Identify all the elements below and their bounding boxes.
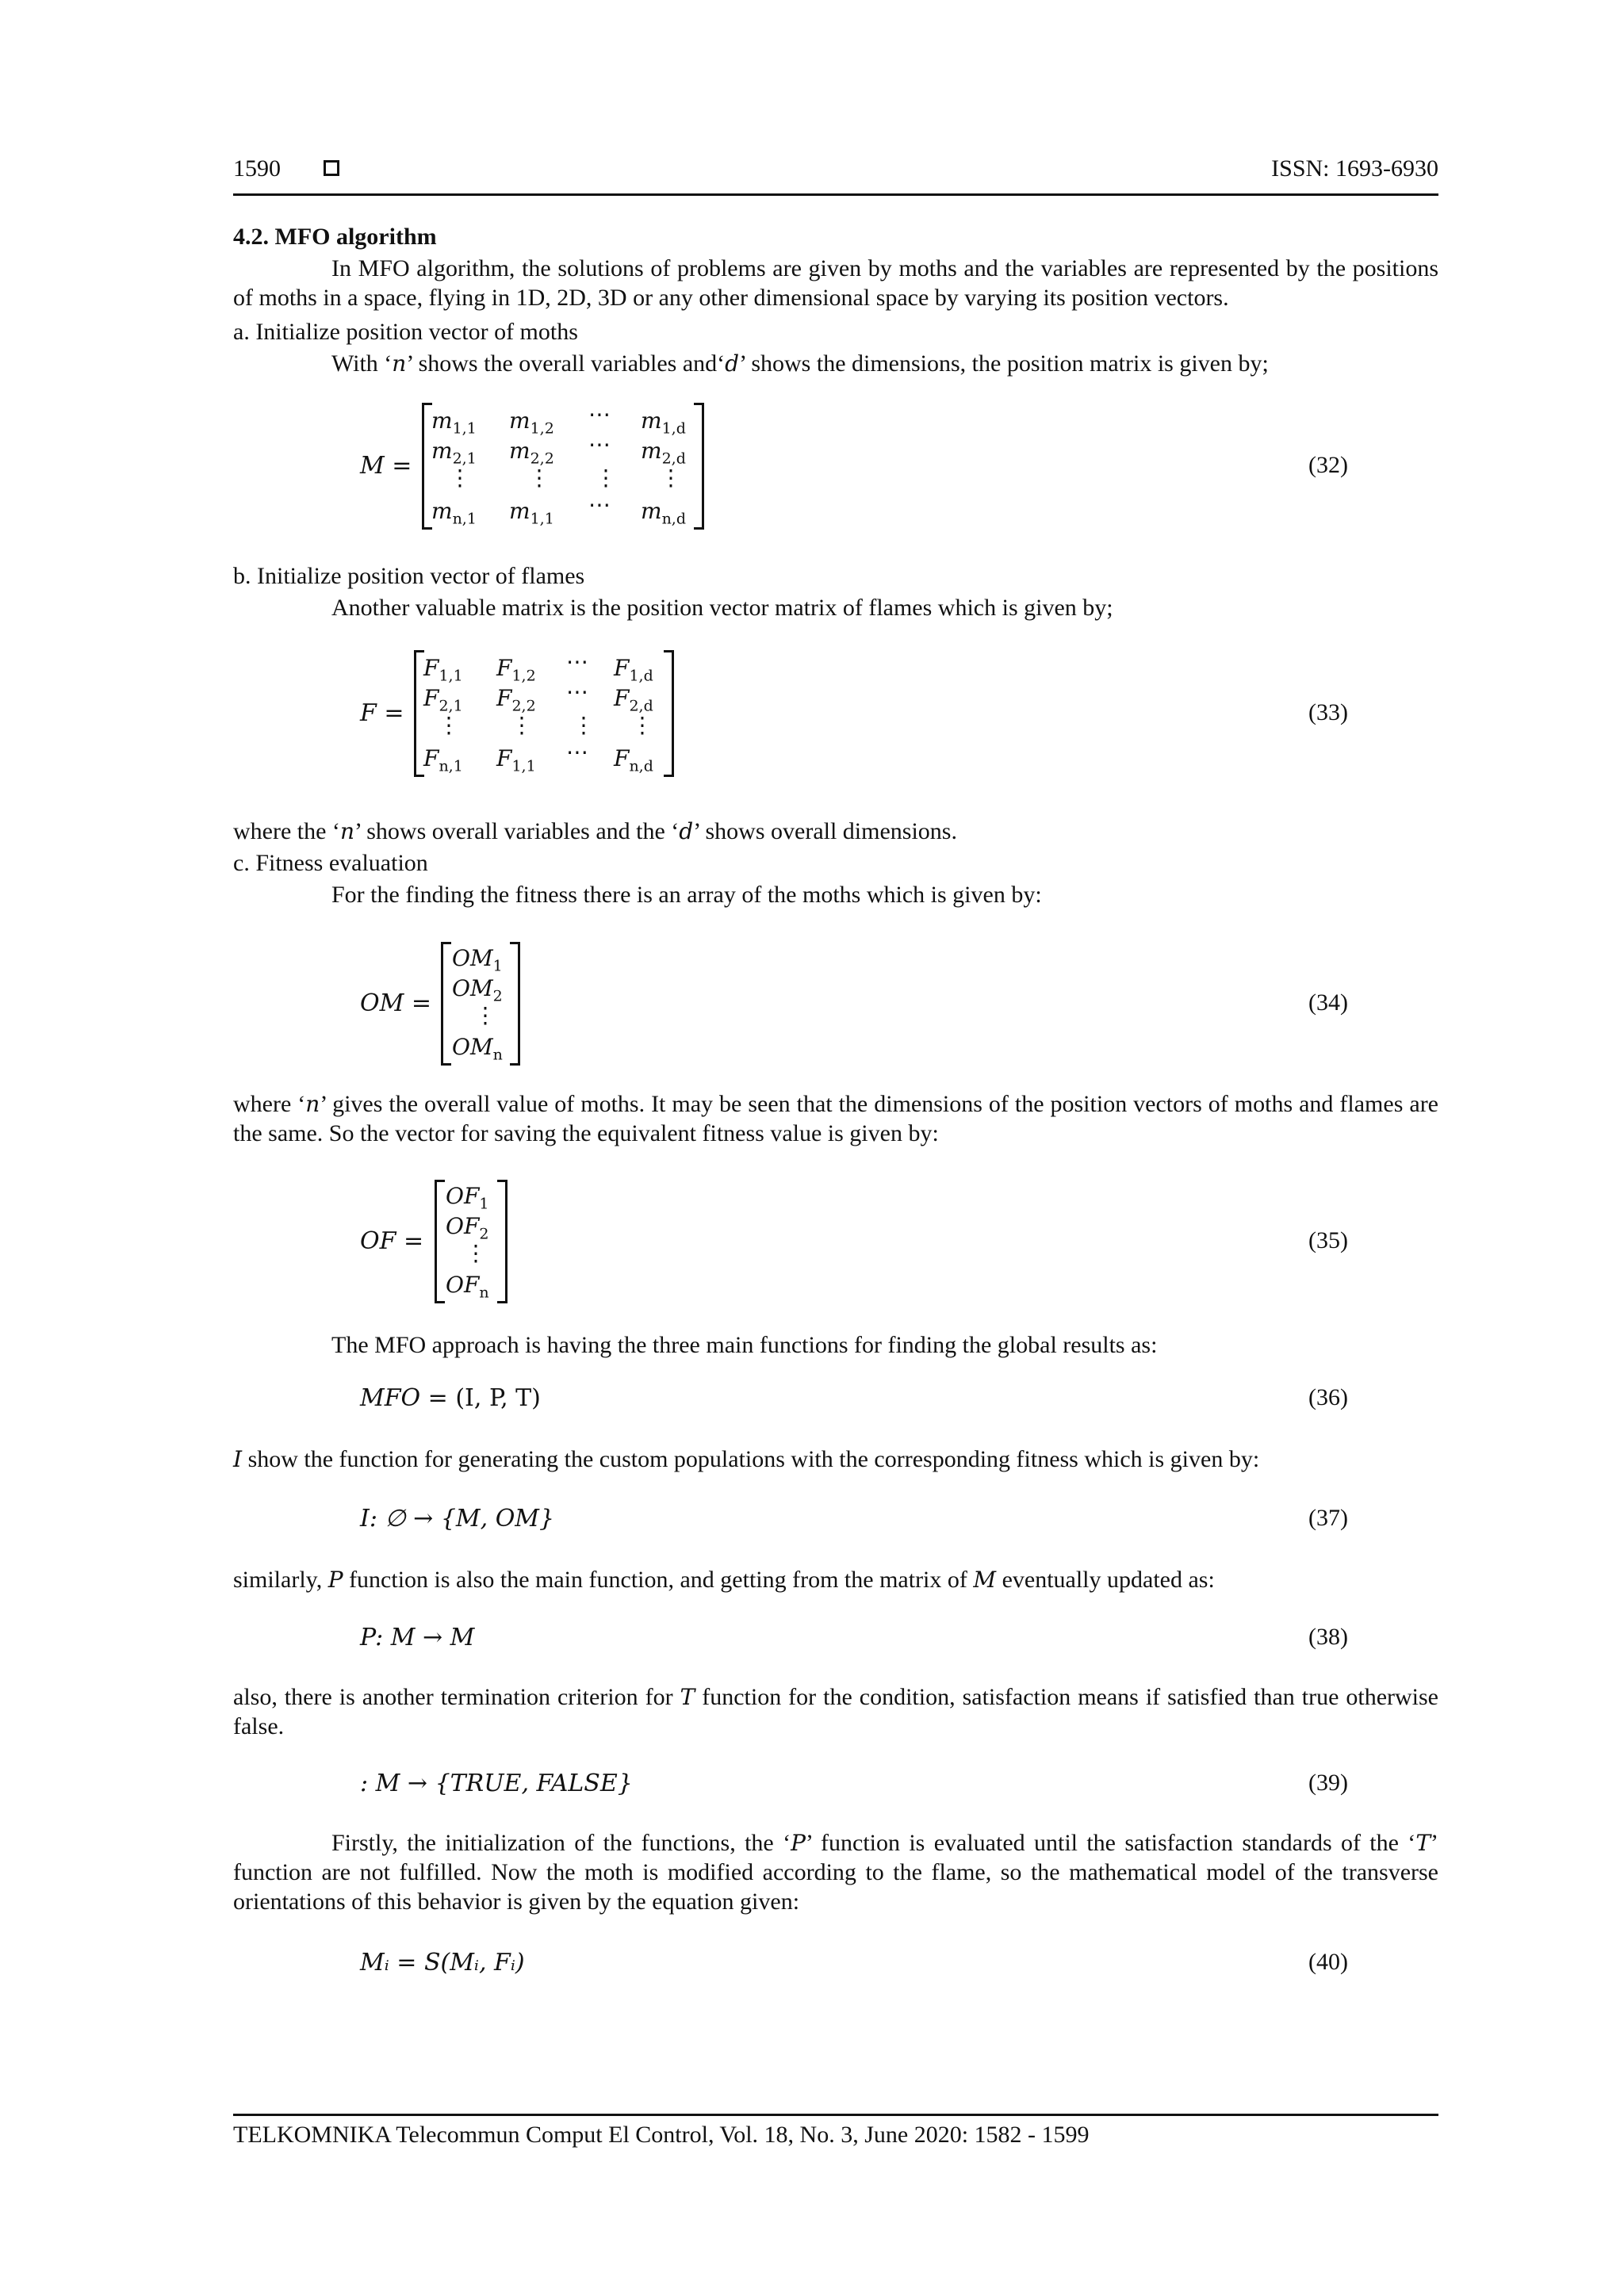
header-rule — [233, 193, 1438, 196]
eq36: MFO = (I, P, T) — [360, 1384, 541, 1412]
item-b-label: b. Initialize position vector of flames — [233, 563, 585, 589]
vdots-icon: ⋮ — [595, 465, 617, 491]
hdots-icon: ⋯ — [588, 431, 611, 457]
eq34-vector — [441, 942, 520, 1066]
matrix-cell: $F_{n,d}$ — [614, 745, 653, 775]
matrix-cell: $m_{1,d}$ — [641, 408, 686, 438]
matrix-cell: $F_{1,1}$ — [496, 745, 536, 775]
eq33-lhs: F = — [360, 699, 404, 727]
item-a-text: With ‘n’ shows the overall variables and‘d’ shows the dimensions, the position matrix is given by; — [331, 350, 1269, 377]
eq40-number: (40) — [1308, 1949, 1348, 1975]
matrix-cell: $F_{n,1}$ — [423, 745, 463, 775]
eq34-number: (34) — [1308, 989, 1348, 1016]
matrix-cell: $F_{1,1}$ — [423, 655, 463, 685]
intro-paragraph: In MFO algorithm, the solutions of problems are given by moths and the variables are represented by the positions of moths in a space, flying in 1D, 2D, 3D or any other dimensional space by varying its position vectors. — [233, 255, 1438, 311]
vdots-icon: ⋮ — [438, 712, 460, 738]
where-variables-text: where the ‘n’ shows overall variables and the ‘d’ shows overall dimensions. — [233, 818, 957, 844]
i-function-text: I show the function for generating the custom populations with the corresponding fitness which is given by: — [233, 1446, 1260, 1472]
matrix-cell: $m_{1,1}$ — [431, 408, 477, 438]
eq39-number: (39) — [1308, 1770, 1348, 1796]
eq40: Mᵢ = S(Mᵢ, Fᵢ) — [360, 1949, 525, 1976]
eq35-number: (35) — [1308, 1227, 1348, 1253]
matrix-cell: $F_{2,1}$ — [423, 685, 463, 715]
eq32-number: (32) — [1308, 452, 1348, 478]
vdots-icon: ⋮ — [474, 1002, 496, 1028]
vdots-icon: ⋮ — [573, 712, 595, 738]
matrix-cell: $F_{1,d}$ — [614, 655, 653, 685]
matrix-cell: $m_{2,2}$ — [509, 438, 554, 468]
vector-cell: $OM_2$ — [452, 975, 503, 1005]
firstly-paragraph: Firstly, the initialization of the functions, the ‘P’ function is evaluated until the satisfaction standards of the ‘T’ function are not fulfilled. Now the moth is modified according to the flame, so the mathematical model of the transverse orientations of this behavior is given by the equation given: — [233, 1830, 1438, 1915]
eq38: P: M → M — [360, 1624, 475, 1651]
vector-cell: $OM_1$ — [452, 945, 503, 975]
item-b-text: Another valuable matrix is the position vector matrix of flames which is given by; — [331, 595, 1113, 621]
hdots-icon: ⋯ — [566, 649, 588, 675]
issn: ISSN: 1693-6930 — [1271, 155, 1438, 182]
section-title: 4.2. MFO algorithm — [233, 224, 437, 250]
vdots-icon: ⋮ — [660, 465, 682, 491]
item-a-label: a. Initialize position vector of moths — [233, 319, 578, 345]
matrix-cell: $F_{1,2}$ — [496, 655, 536, 685]
eq38-number: (38) — [1308, 1624, 1348, 1650]
eq39: : M → {TRUE, FALSE} — [360, 1770, 633, 1797]
vector-cell: $OM_n$ — [452, 1034, 503, 1064]
matrix-cell: $m_{n,1}$ — [431, 498, 477, 528]
square-icon — [324, 160, 339, 176]
eq32-lhs: M = — [360, 452, 412, 480]
matrix-cell: $m_{2,1}$ — [431, 438, 477, 468]
p-function-text: similarly, P function is also the main function, and getting from the matrix of M eventually updated as: — [233, 1567, 1215, 1593]
vector-cell: $OF_1$ — [446, 1183, 489, 1213]
hdots-icon: ⋯ — [588, 401, 611, 427]
vdots-icon: ⋮ — [511, 712, 533, 738]
vector-cell: $OF_n$ — [446, 1272, 489, 1302]
item-c-label: c. Fitness evaluation — [233, 850, 428, 876]
footer-rule — [233, 2114, 1438, 2116]
eq32-matrix — [422, 403, 704, 530]
footer-citation: TELKOMNIKA Telecommun Comput El Control, Vol. 18, No. 3, June 2020: 1582 - 1599 — [233, 2122, 1090, 2148]
page-number: 1590 — [233, 155, 281, 182]
vdots-icon: ⋮ — [449, 465, 471, 491]
item-c-text: For the finding the fitness there is an array of the moths which is given by: — [331, 882, 1042, 908]
where-moths-text: where ‘n’ gives the overall value of moths. It may be seen that the dimensions of the position vectors of moths and flames are the same. So the vector for saving the equivalent fitness value is given by: — [233, 1091, 1438, 1146]
eq37: I: ∅ → {M, OM} — [360, 1505, 555, 1533]
mfo-functions-text: The MFO approach is having the three main functions for finding the global results as: — [331, 1332, 1158, 1358]
hdots-icon: ⋯ — [588, 492, 611, 518]
hdots-icon: ⋯ — [566, 739, 588, 765]
t-function-text: also, there is another termination criterion for T function for the condition, satisfaction means if satisfied than true otherwise false. — [233, 1684, 1438, 1739]
hdots-icon: ⋯ — [566, 679, 588, 705]
eq35-lhs: OF = — [360, 1227, 424, 1255]
vector-cell: $OF_2$ — [446, 1213, 489, 1243]
eq37-number: (37) — [1308, 1505, 1348, 1531]
matrix-cell: $m_{2,d}$ — [641, 438, 686, 468]
vdots-icon: ⋮ — [631, 712, 653, 738]
eq35-vector — [435, 1180, 508, 1303]
matrix-cell: $m_{1,2}$ — [509, 408, 554, 438]
eq34-lhs: OM = — [360, 989, 431, 1017]
vdots-icon: ⋮ — [465, 1240, 487, 1266]
matrix-cell: $m_{n,d}$ — [641, 498, 687, 528]
vdots-icon: ⋮ — [528, 465, 550, 491]
eq33-matrix — [414, 650, 674, 777]
matrix-cell: $F_{2,2}$ — [496, 685, 536, 715]
matrix-cell: $m_{1,1}$ — [509, 498, 554, 528]
eq36-number: (36) — [1308, 1384, 1348, 1410]
eq33-number: (33) — [1308, 699, 1348, 725]
matrix-cell: $F_{2,d}$ — [614, 685, 653, 715]
